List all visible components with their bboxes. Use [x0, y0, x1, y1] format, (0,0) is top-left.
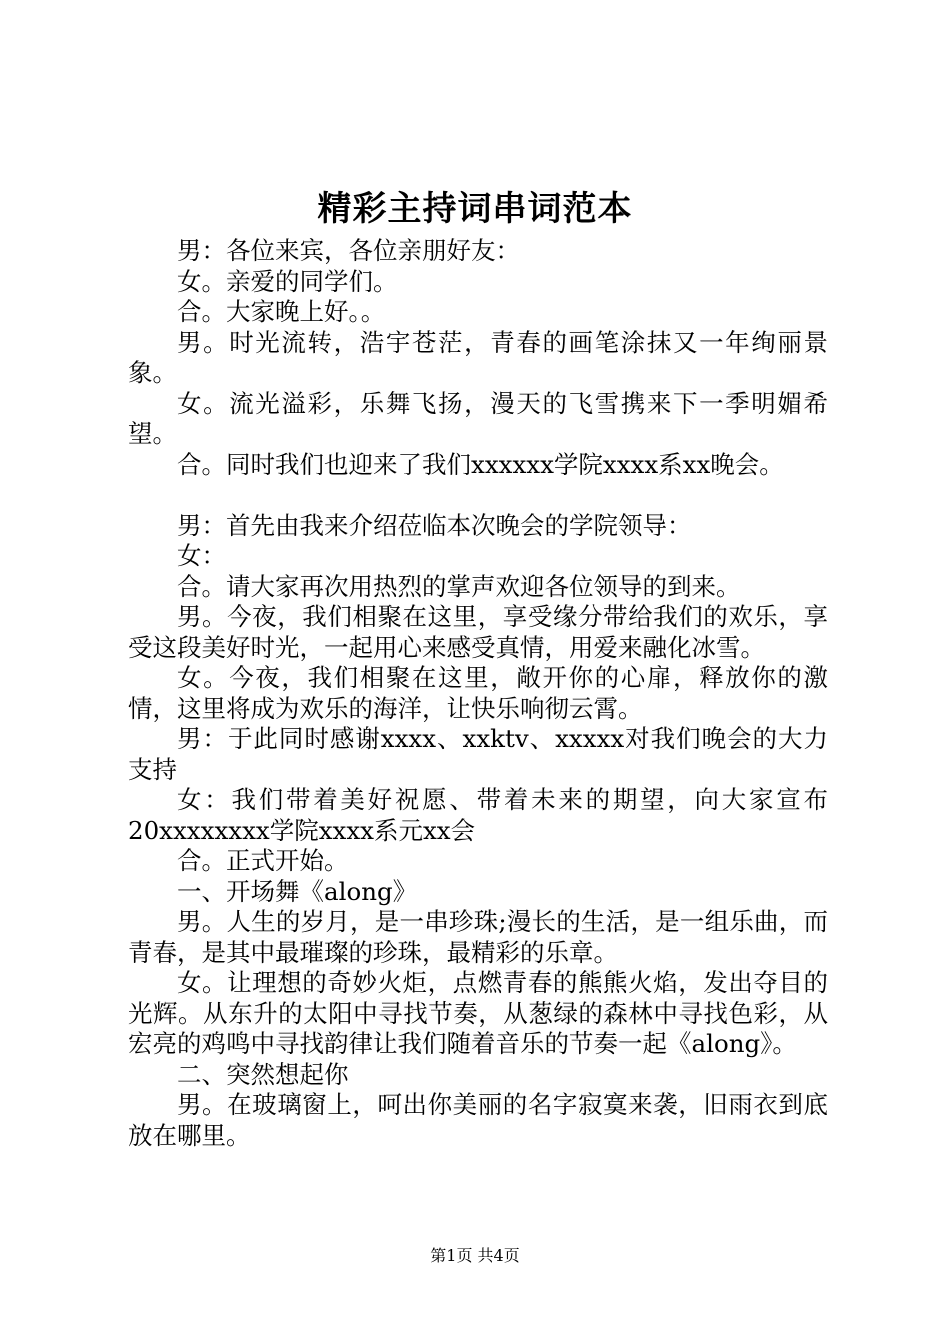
- paragraph: 女。流光溢彩，乐舞飞扬，漫天的飞雪携来下一季明媚希望。: [128, 388, 828, 448]
- paragraph: 男：首先由我来介绍莅临本次晚会的学院领导：: [177, 510, 692, 540]
- paragraph: 合。大家晚上好。。: [177, 297, 386, 326]
- paragraph: 女：: [177, 541, 226, 570]
- paragraph: 合。正式开始。: [177, 846, 349, 875]
- paragraph: 女。亲爱的同学们。: [177, 266, 398, 296]
- section-heading: 二、突然想起你: [177, 1059, 349, 1089]
- paragraph: 男。人生的岁月，是一串珍珠;漫长的生活，是一组乐曲，而青春，是其中最璀璨的珍珠，最精彩的乐章。: [128, 907, 828, 967]
- paragraph: 合。请大家再次用热烈的掌声欢迎各位领导的到来。: [177, 571, 741, 601]
- section-heading: 一、开场舞《along》: [177, 876, 418, 906]
- paragraph: 男：于此同时感谢xxxx、xxktv、xxxxx对我们晚会的大力支持: [128, 724, 828, 784]
- paragraph: 男：各位来宾，各位亲朋好友：: [177, 236, 520, 265]
- paragraph: 男。在玻璃窗上，呵出你美丽的名字寂寞来袭，旧雨衣到底放在哪里。: [128, 1090, 828, 1150]
- paragraph: 男。今夜，我们相聚在这里，享受缘分带给我们的欢乐，享受这段美好时光，一起用心来感受真情，用爱来融化冰雪。: [128, 602, 828, 662]
- paragraph: 男。时光流转，浩宇苍茫，青春的画笔涂抹又一年绚丽景象。: [128, 327, 828, 387]
- document-title: 精彩主持词串词范本: [317, 189, 633, 229]
- paragraph: 合。同时我们也迎来了我们xxxxxx学院xxxx系xx晚会。: [177, 449, 784, 479]
- paragraph: 女。让理想的奇妙火炬，点燃青春的熊熊火焰，发出夺目的光辉。从东升的太阳中寻找节奏，从葱绿的森林中寻找色彩，从宏亮的鸡鸣中寻找韵律让我们随着音乐的节奏一起《along》。: [128, 968, 828, 1058]
- paragraph: 女。今夜，我们相聚在这里，敞开你的心扉，释放你的激情，这里将成为欢乐的海洋，让快乐响彻云霄。: [128, 663, 828, 723]
- document-body: [128, 236, 828, 1151]
- paragraph: 女：我们带着美好祝愿、带着未来的期望，向大家宣布20xxxxxxxx学院xxxx系元xx会: [128, 785, 828, 845]
- page-footer: 第1页 共4页: [430, 1246, 520, 1265]
